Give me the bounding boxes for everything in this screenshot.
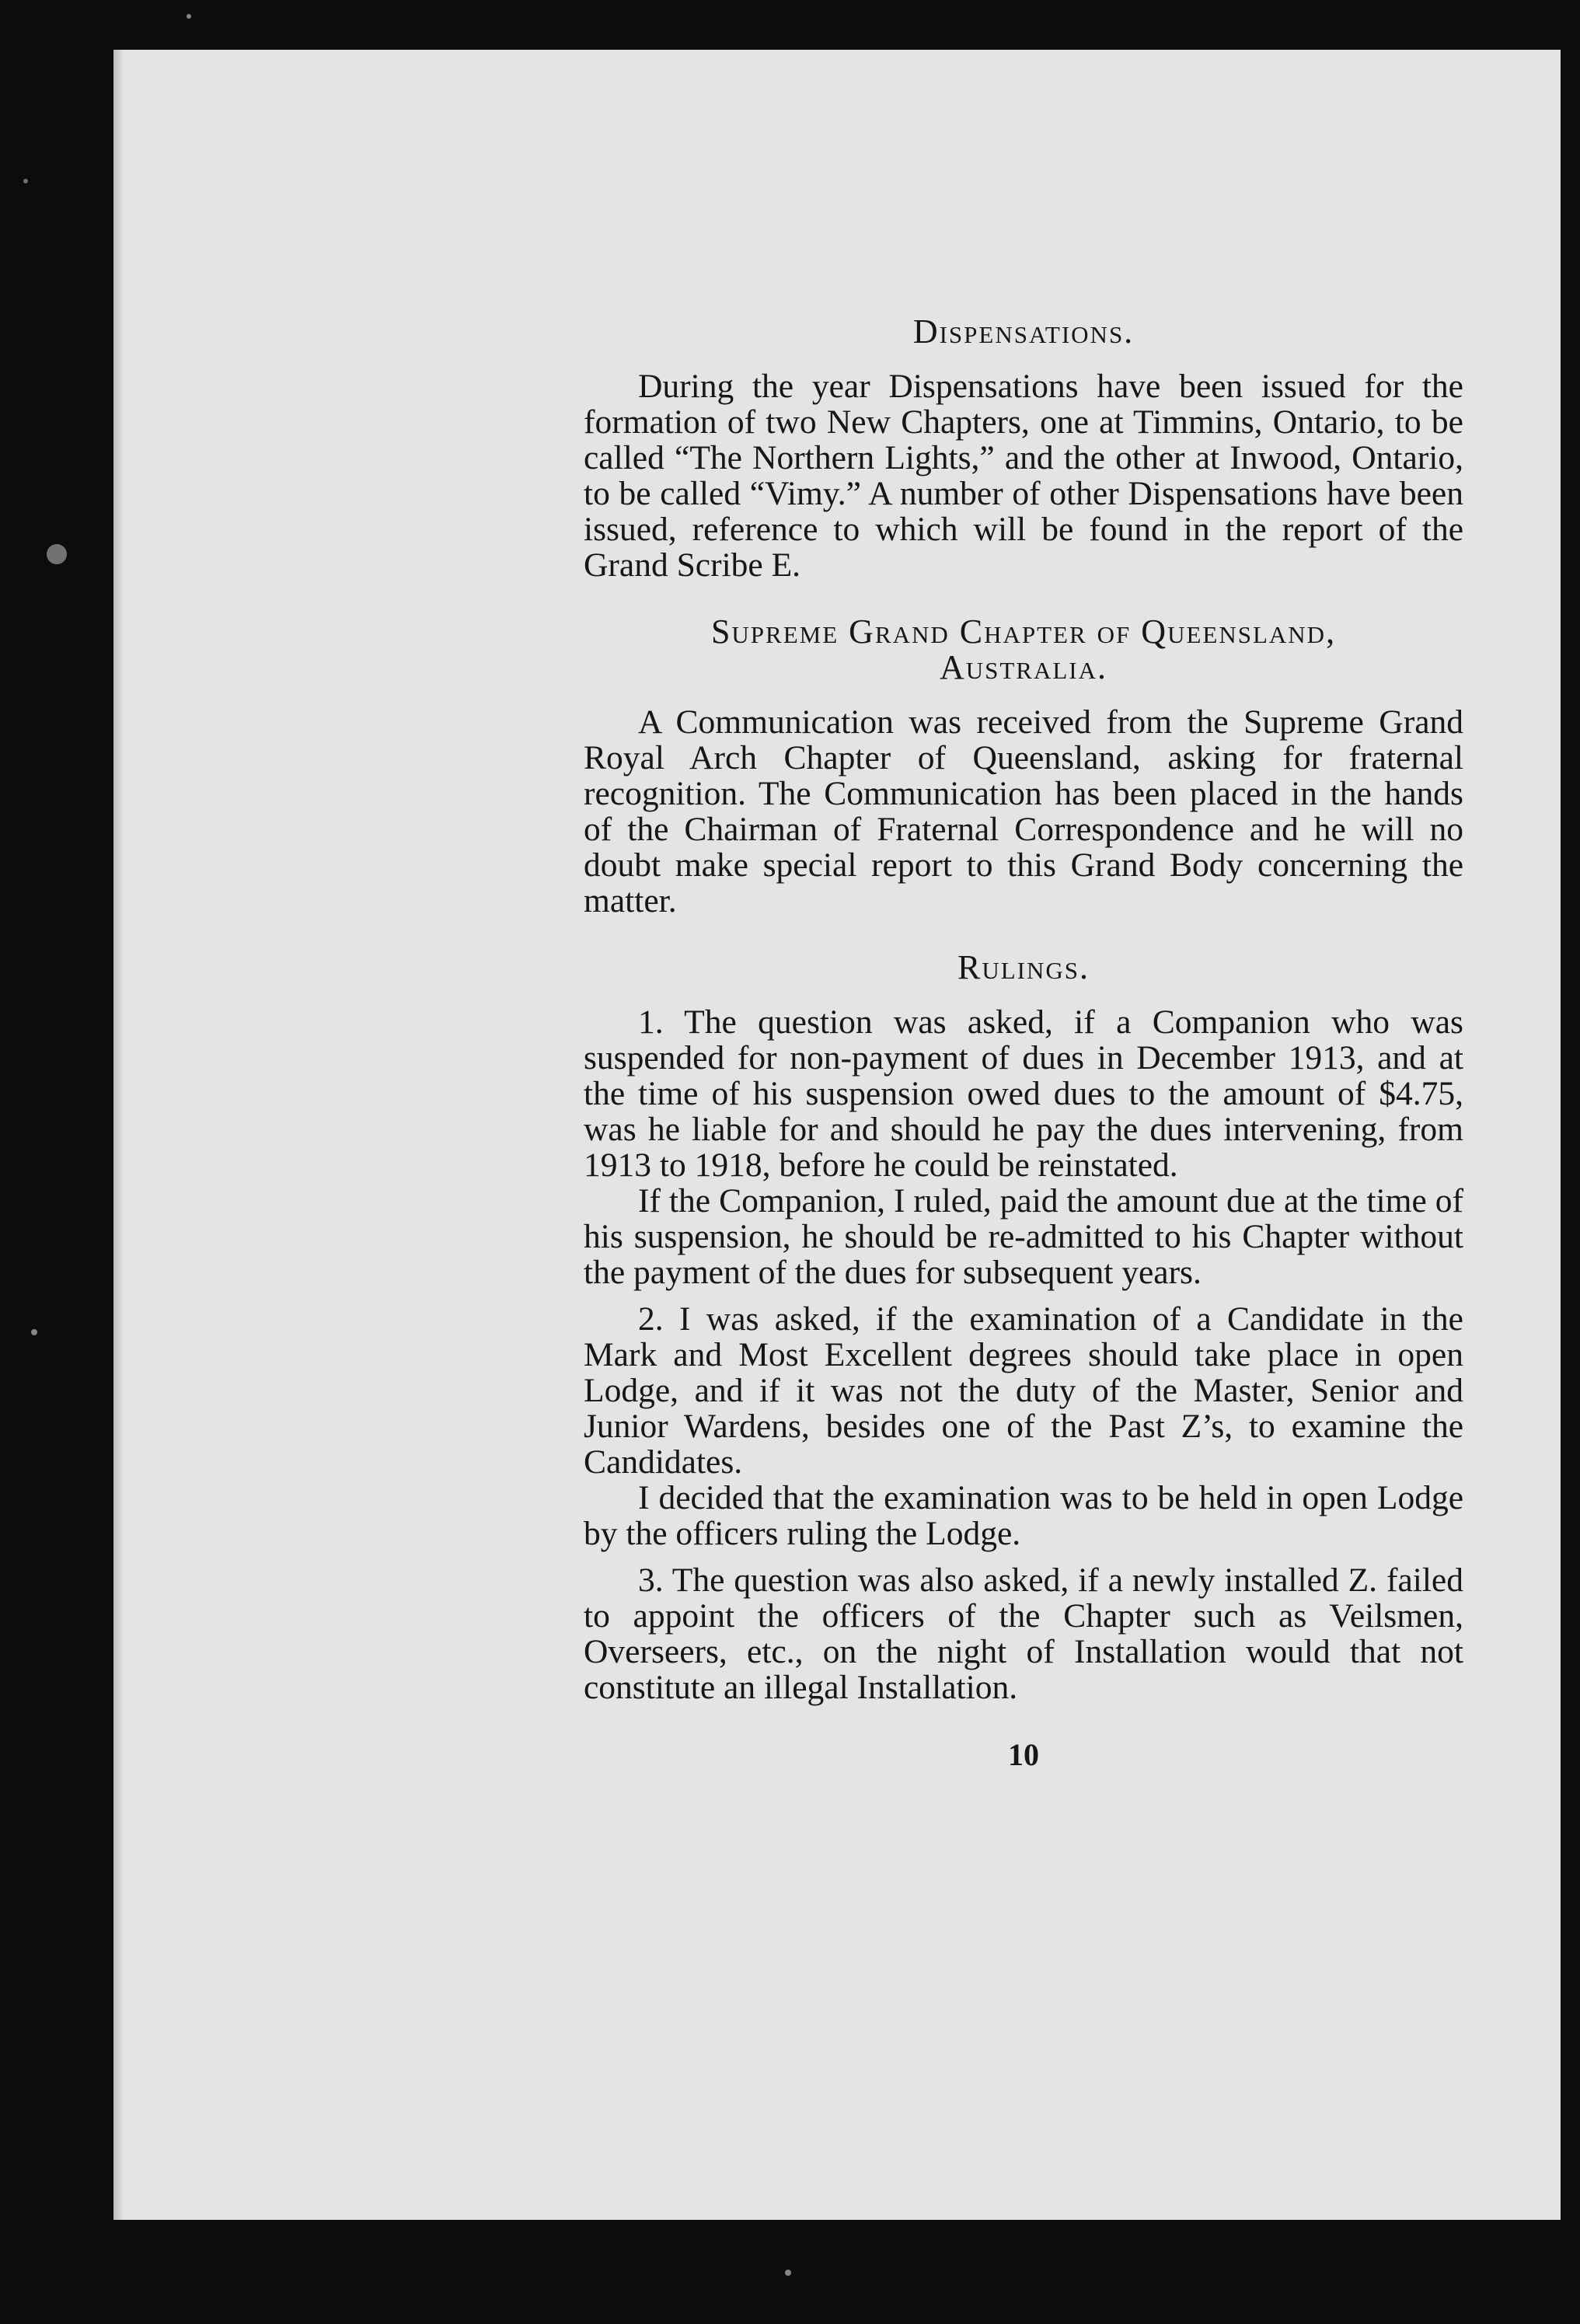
ruling-1: 1. The question was asked, if a Companion who was suspended for non-payment of dues in December 1913, and at the time of his suspension owed dues to the amount of $4.75, was he liable for and should he pay the dues intervening, from 1913 to 1918, before he could be reinstated. [584, 1003, 1463, 1184]
page-number: 10 [1008, 1737, 1039, 1772]
scan-speck [31, 1329, 37, 1335]
paragraph: During the year Dispensations have been issued for the formation of two New Chapters, one at Timmins, Ontario, to be called “The Northern Lights,” and the other at Inwood, Ontario, to be called “Vimy.” A number of other Dispensations have been issued, reference to which will be found in the report of the Grand Scribe E. [584, 368, 1463, 584]
ruling-1-decision: If the Companion, I ruled, paid the amount due at the time of his suspension, he should be re-admitted to his Chapter without the payment of the dues for subsequent years. [584, 1182, 1463, 1291]
section-heading-rulings: Rulings. [957, 948, 1090, 986]
paragraph: A Communication was received from the Supreme Grand Royal Arch Chapter of Queensland, asking for fraternal recognition. The Communication has been placed in the hands of the Chairman of Fraternal Correspondence and he will no doubt make special report to this Grand Body concerning the matter. [584, 703, 1463, 919]
scan-speck [187, 14, 191, 19]
section-heading-queensland: Supreme Grand Chapter of Queensland, [710, 612, 1337, 651]
ruling-2-decision: I decided that the examination was to be held in open Lodge by the officers ruling the Lodge. [584, 1479, 1463, 1552]
page-text [584, 314, 1463, 1773]
ruling-3: 3. The question was also asked, if a newly installed Z. failed to appoint the officers of the Chapter such as Veilsmen, Overseers, etc., on the night of Installation would that not constitute an illegal Installation. [584, 1562, 1463, 1706]
scan-speck [47, 544, 67, 564]
document-page [113, 50, 1561, 2220]
section-heading-queensland-line2: Australia. [939, 648, 1108, 686]
ruling-2: 2. I was asked, if the examination of a Candidate in the Mark and Most Excellent degrees should take place in open Lodge, and if it was not the duty of the Master, Senior and Junior Wardens, besides one of the Past Z’s, to examine the Candidates. [584, 1300, 1463, 1481]
section-heading-dispensations: Dispensations. [912, 312, 1135, 351]
page-edge-shadow [113, 50, 124, 2220]
scan-speck [23, 179, 28, 183]
scan-speck [785, 2270, 791, 2276]
